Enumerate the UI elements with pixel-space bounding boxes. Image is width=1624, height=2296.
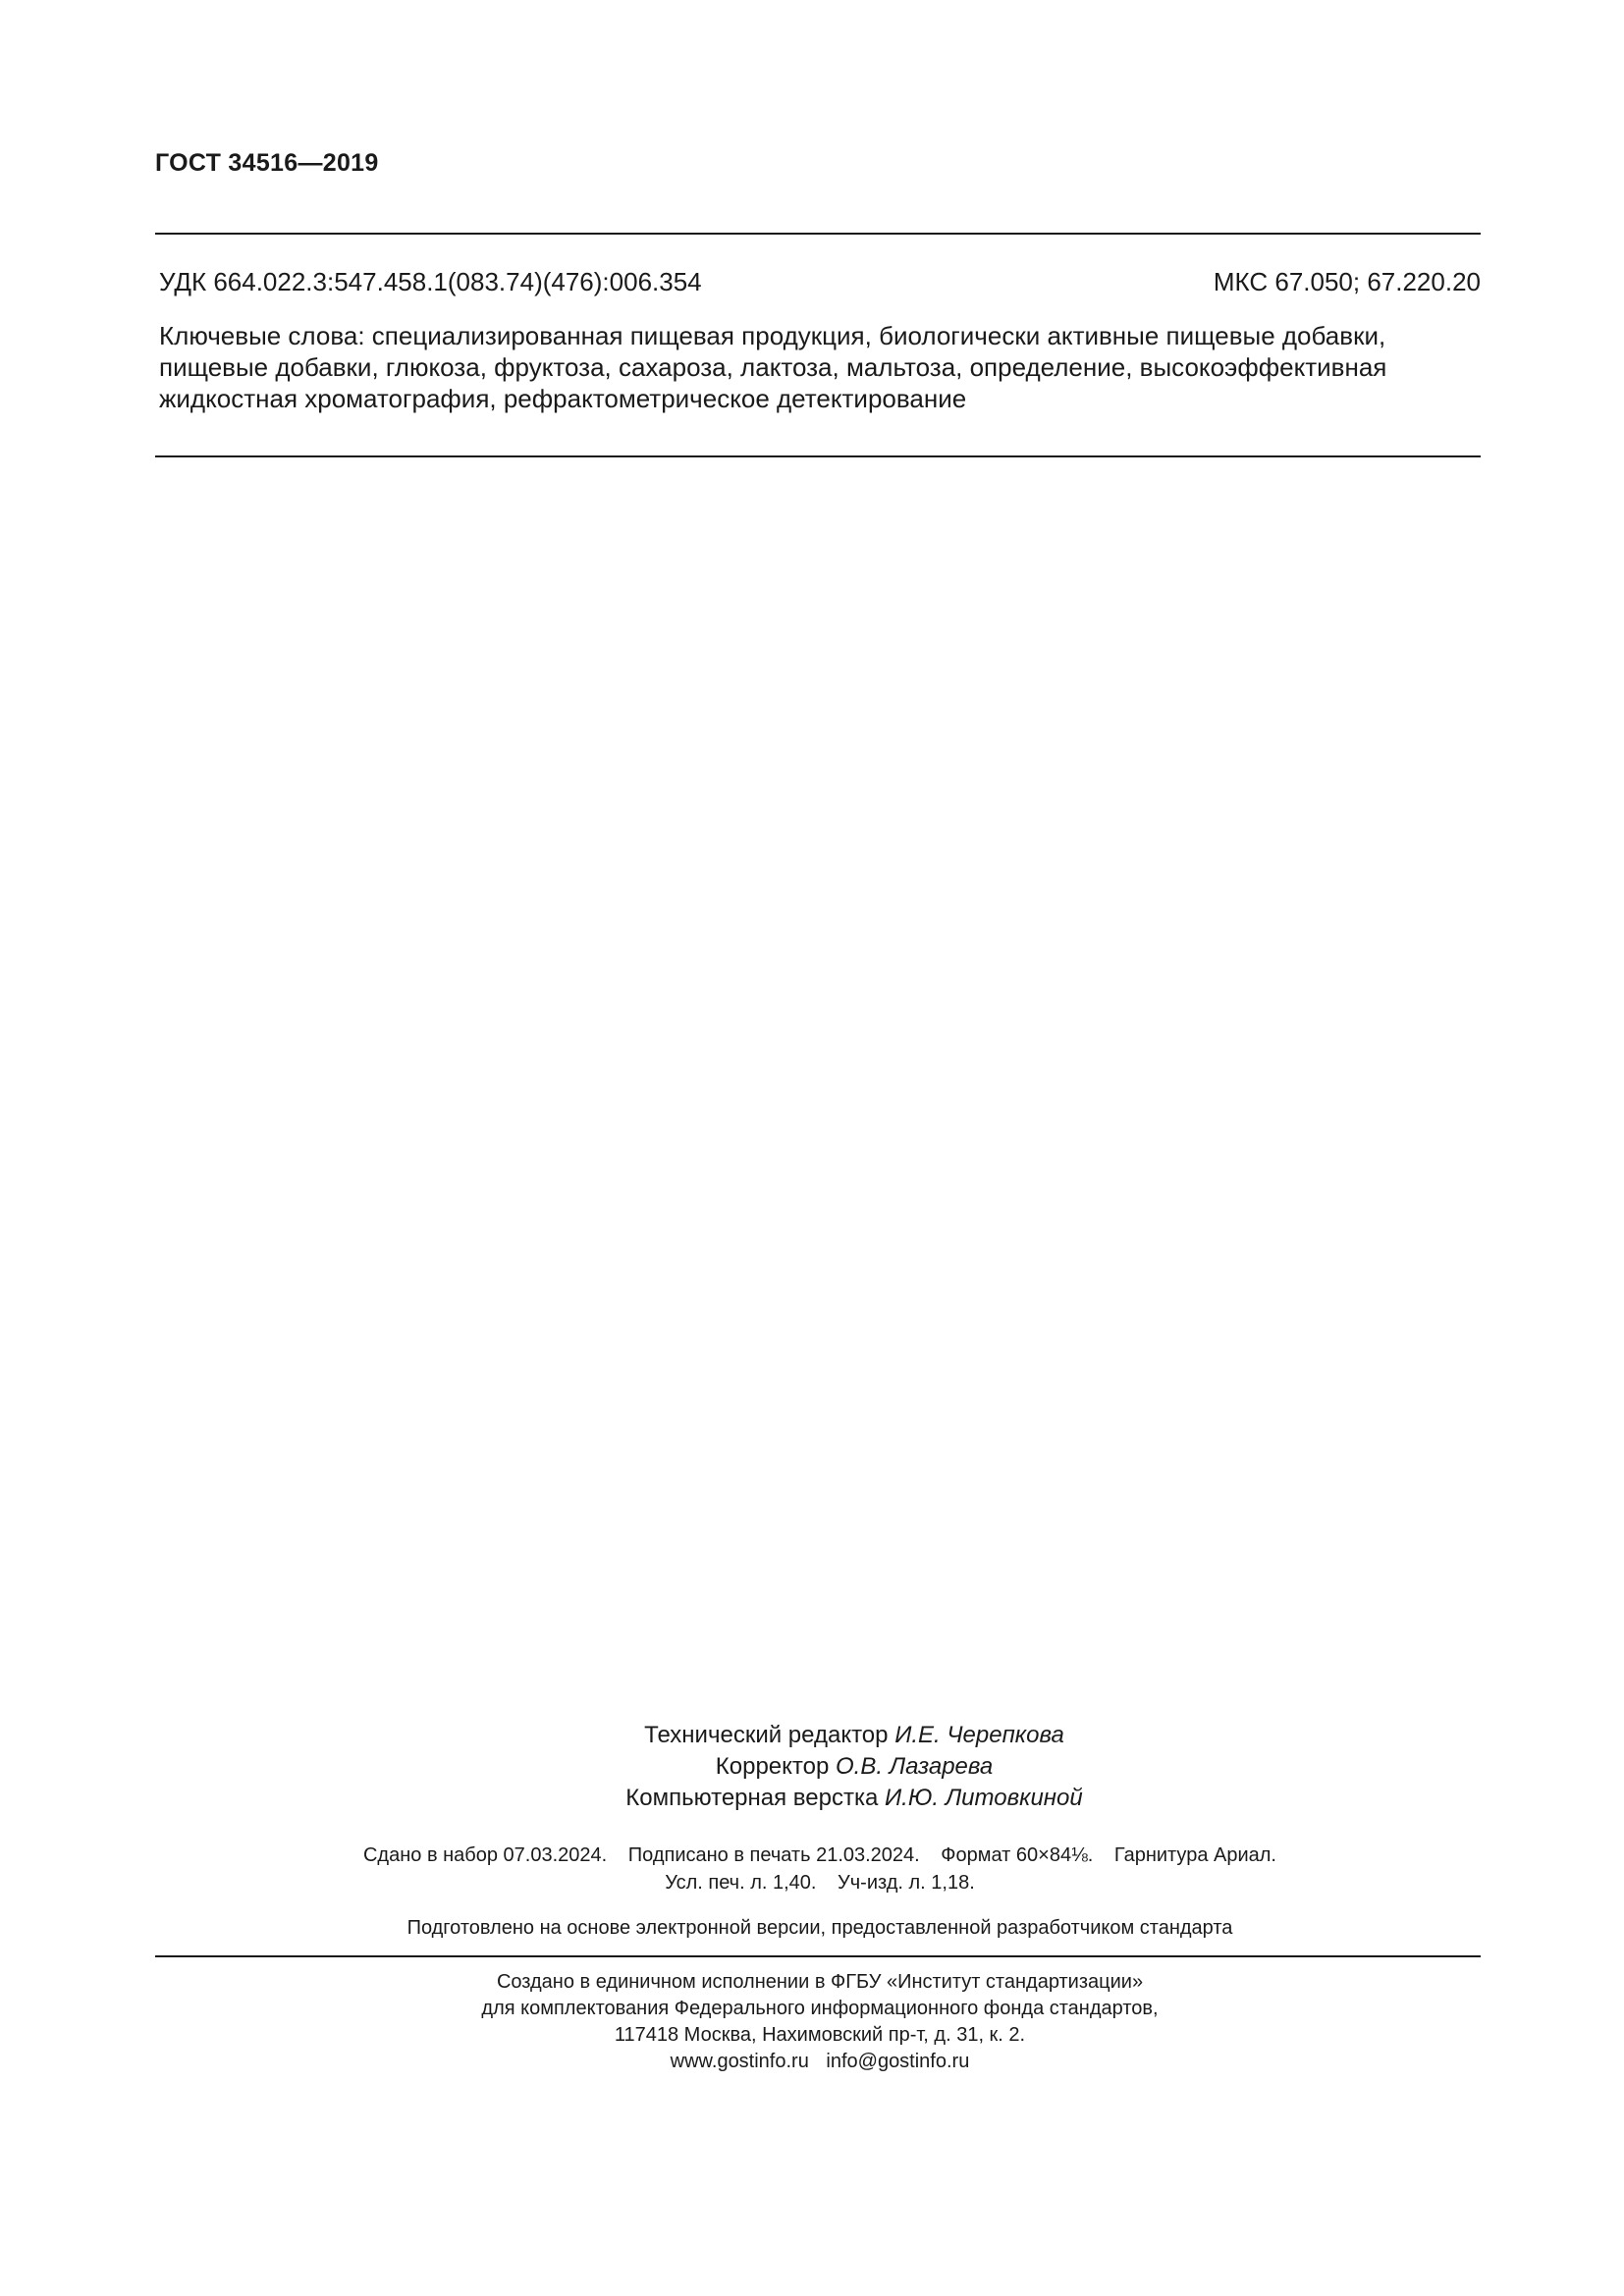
publisher-line-2: для комплектования Федерального информационного фонда стандартов,: [481, 1998, 1159, 2019]
document-code: ГОСТ 34516—2019: [155, 149, 379, 177]
print-info-line-1: [167, 1842, 1473, 1869]
print-info-line-2: [167, 1869, 1473, 1896]
corrector-name: О.В. Лазарева: [836, 1753, 994, 1780]
keywords-line: пищевые добавки, глюкоза, фруктоза, сахароза, лактоза, мальтоза, определение, высокоэффективная: [159, 352, 1387, 382]
bottom-divider: [155, 1955, 1481, 1957]
publisher-address: 117418 Москва, Нахимовский пр-т, д. 31, к. 2.: [614, 2024, 1026, 2046]
layout-name: И.Ю. Литовкиной: [885, 1785, 1083, 1811]
publication-sheets: Уч-изд. л. 1,18.: [838, 1872, 975, 1894]
publisher-contacts: [167, 2049, 1473, 2075]
publisher-line-1: Создано в единичном исполнении в ФГБУ «Институт стандартизации»: [496, 1971, 1144, 1993]
corrector-label: Корректор: [715, 1753, 830, 1780]
mks-code: МКС 67.050; 67.220.20: [1213, 267, 1481, 296]
paper-format: Формат 60×84⅛.: [941, 1844, 1094, 1866]
editorial-staff: [560, 1720, 1149, 1814]
print-sheets: Усл. печ. л. 1,40.: [665, 1872, 817, 1894]
typeface: Гарнитура Ариал.: [1113, 1844, 1276, 1866]
layout-line: [560, 1783, 1149, 1814]
corrector-line: [560, 1751, 1149, 1783]
prepared-note: Подготовлено на основе электронной версии, предоставленной разработчиком стандарта: [406, 1917, 1233, 1939]
top-divider: [155, 233, 1481, 235]
tech-editor-name: И.Е. Черепкова: [894, 1722, 1064, 1748]
keywords-divider: [155, 455, 1481, 457]
tech-editor-line: [560, 1720, 1149, 1751]
print-info: [167, 1842, 1473, 1896]
submitted-date: Сдано в набор 07.03.2024.: [362, 1844, 608, 1866]
publisher-block: [167, 1969, 1473, 2075]
website-link[interactable]: www.gostinfo.ru: [670, 2051, 809, 2072]
udk-code: УДК 664.022.3:547.458.1(083.74)(476):006.354: [159, 267, 702, 296]
keywords-line: жидкостная хроматография, рефрактометрическое детектирование: [159, 384, 967, 413]
email-link[interactable]: info@gostinfo.ru: [826, 2051, 970, 2072]
keywords-block: [159, 320, 1481, 414]
keywords-line: Ключевые слова: специализированная пищевая продукция, биологически активные пищевые добавки,: [159, 321, 1386, 350]
layout-label: Компьютерная верстка: [625, 1785, 879, 1811]
tech-editor-label: Технический редактор: [644, 1722, 889, 1748]
signed-date: Подписано в печать 21.03.2024.: [627, 1844, 920, 1866]
